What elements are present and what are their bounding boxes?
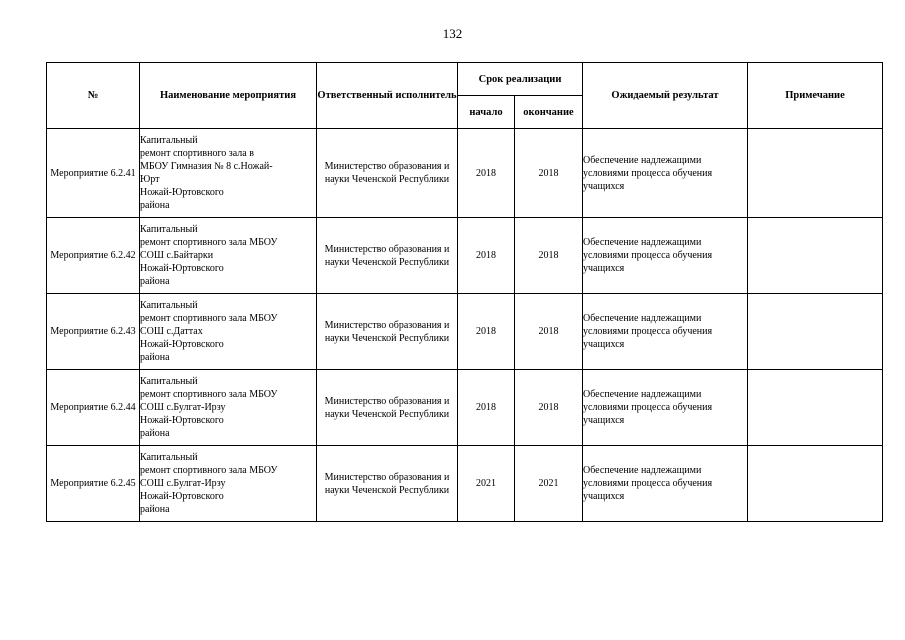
cell-responsible: Министерство образования и науки Чеченской Республики [317,218,458,294]
name-line: района [140,276,170,287]
name-line: Капитальный [140,300,198,311]
header-name: Наименование мероприятия [140,63,317,129]
name-line: района [140,200,170,211]
cell-num: Мероприятие 6.2.45 [47,446,140,522]
name-line: Ножай-Юртовского [140,187,224,198]
cell-result: Обеспечение надлежащими условиями процесса обучения учащихся [583,218,748,294]
table-row [47,446,883,522]
name-line: СОШ с.Даттах [140,326,203,337]
header-note: Примечание [748,63,883,129]
name-line: СОШ с.Булгат-Ирзу [140,402,226,413]
name-line: Ножай-Юртовского [140,491,224,502]
cell-note [748,446,883,522]
table-row [47,370,883,446]
cell-responsible: Министерство образования и науки Чеченской Республики [317,294,458,370]
cell-start: 2018 [458,370,515,446]
cell-name [140,446,317,522]
name-line: СОШ с.Булгат-Ирзу [140,478,226,489]
cell-name [140,370,317,446]
measures-table [46,62,883,522]
cell-num: Мероприятие 6.2.41 [47,129,140,218]
name-line: Юрт [140,174,160,185]
cell-note [748,370,883,446]
cell-start: 2018 [458,129,515,218]
name-line: района [140,504,170,515]
name-line: района [140,352,170,363]
cell-start: 2021 [458,446,515,522]
table-row [47,218,883,294]
name-line: ремонт спортивного зала МБОУ [140,389,278,400]
header-num: № [47,63,140,129]
cell-responsible: Министерство образования и науки Чеченской Республики [317,129,458,218]
cell-name [140,129,317,218]
cell-num: Мероприятие 6.2.43 [47,294,140,370]
cell-num: Мероприятие 6.2.42 [47,218,140,294]
cell-num: Мероприятие 6.2.44 [47,370,140,446]
cell-end: 2018 [515,218,583,294]
cell-end: 2018 [515,129,583,218]
cell-end: 2018 [515,370,583,446]
cell-note [748,218,883,294]
name-line: ремонт спортивного зала МБОУ [140,313,278,324]
cell-end: 2021 [515,446,583,522]
cell-start: 2018 [458,294,515,370]
cell-responsible: Министерство образования и науки Чеченской Республики [317,370,458,446]
name-line: Капитальный [140,135,198,146]
table-row [47,294,883,370]
header-period: Срок реализации [458,63,583,96]
table-row [47,129,883,218]
name-line: Ножай-Юртовского [140,415,224,426]
name-line: СОШ с.Байтарки [140,250,214,261]
cell-start: 2018 [458,218,515,294]
cell-result: Обеспечение надлежащими условиями процесса обучения учащихся [583,294,748,370]
name-line: Капитальный [140,376,198,387]
name-line: Ножай-Юртовского [140,263,224,274]
cell-note [748,129,883,218]
header-end: окончание [515,96,583,129]
header-result: Ожидаемый результат [583,63,748,129]
name-line: МБОУ Гимназия № 8 с.Ножай- [140,161,273,172]
name-line: Ножай-Юртовского [140,339,224,350]
cell-responsible: Министерство образования и науки Чеченской Республики [317,446,458,522]
cell-end: 2018 [515,294,583,370]
cell-name [140,218,317,294]
name-line: ремонт спортивного зала МБОУ [140,237,278,248]
cell-result: Обеспечение надлежащими условиями процесса обучения учащихся [583,129,748,218]
cell-name [140,294,317,370]
name-line: ремонт спортивного зала МБОУ [140,465,278,476]
header-start: начало [458,96,515,129]
header-responsible: Ответственный исполнитель [317,63,458,129]
page-number: 132 [442,26,463,41]
cell-result: Обеспечение надлежащими условиями процесса обучения учащихся [583,446,748,522]
name-line: Капитальный [140,224,198,235]
name-line: ремонт спортивного зала в [140,148,254,159]
cell-note [748,294,883,370]
name-line: Капитальный [140,452,198,463]
name-line: района [140,428,170,439]
cell-result: Обеспечение надлежащими условиями процесса обучения учащихся [583,370,748,446]
